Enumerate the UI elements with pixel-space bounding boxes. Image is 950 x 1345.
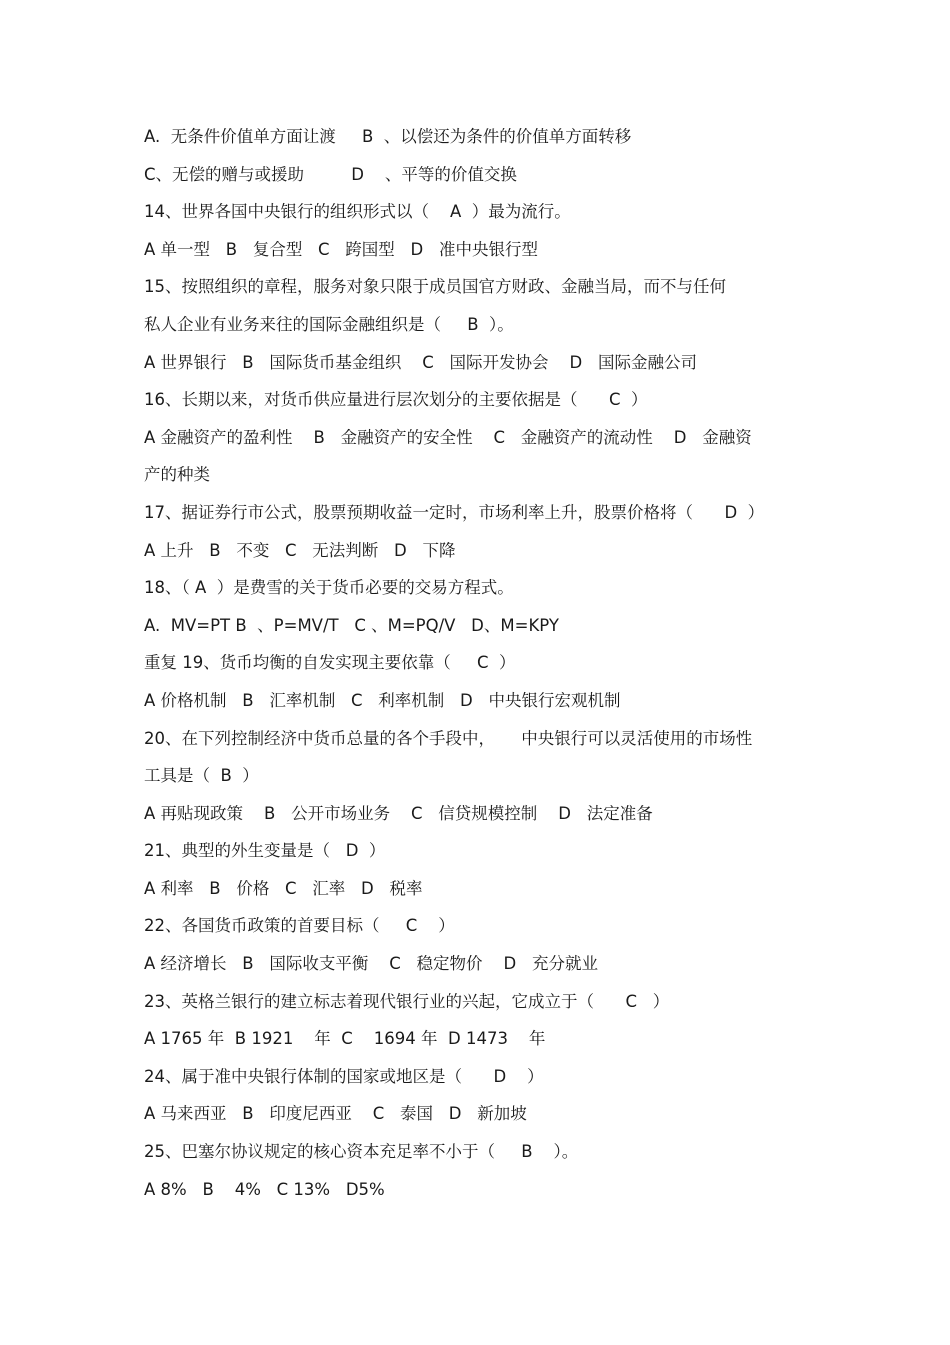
options-line: A 再贴现政策 B 公开市场业务 C 信贷规模控制 D 法定准备 bbox=[144, 803, 653, 823]
question-line: 16、长期以来，对货币供应量进行层次划分的主要依据是（ C ） bbox=[144, 390, 648, 410]
question-line: 20、在下列控制经济中货币总量的各个手段中， 中央银行可以灵活使用的市场性 bbox=[144, 728, 753, 748]
question-line: 工具是（ B ） bbox=[144, 766, 259, 786]
question-line: 15、按照组织的章程，服务对象只限于成员国官方财政、金融当局，而不与任何 bbox=[144, 277, 726, 297]
question-line: 22、各国货币政策的首要目标（ C ） bbox=[144, 916, 455, 936]
question-line: 重复 19、货币均衡的自发实现主要依靠（ C ） bbox=[144, 653, 516, 673]
options-line: A 金融资产的盈利性 B 金融资产的安全性 C 金融资产的流动性 D 金融资 bbox=[144, 427, 752, 447]
text-body bbox=[144, 118, 824, 1208]
text-line: A. 无条件价值单方面让渡 B 、以偿还为条件的价值单方面转移 bbox=[144, 127, 632, 146]
options-line: A 经济增长 B 国际收支平衡 C 稳定物价 D 充分就业 bbox=[144, 954, 598, 974]
text-line: C、无偿的赠与或援助 D 、平等的价值交换 bbox=[144, 164, 517, 184]
options-line: A 马来西亚 B 印度尼西亚 C 泰国 D 新加坡 bbox=[144, 1104, 527, 1124]
question-line: 25、巴塞尔协议规定的核心资本充足率不小于（ B ）。 bbox=[144, 1142, 579, 1162]
options-line: A 价格机制 B 汇率机制 C 利率机制 D 中央银行宏观机制 bbox=[144, 690, 621, 710]
question-line: 23、英格兰银行的建立标志着现代银行业的兴起，它成立于（ C ） bbox=[144, 991, 670, 1011]
options-line: A 8% B 4% C 13% D5% bbox=[144, 1179, 385, 1199]
question-line: 18、（ A ）是费雪的关于货币必要的交易方程式。 bbox=[144, 578, 514, 598]
options-line: A 1765 年 B 1921 年 C 1694 年 D 1473 年 bbox=[144, 1029, 546, 1049]
question-line: 14、世界各国中央银行的组织形式以（ A ）最为流行。 bbox=[144, 202, 571, 222]
options-line: A 利率 B 价格 C 汇率 D 税率 bbox=[144, 878, 423, 898]
question-line: 24、属于准中央银行体制的国家或地区是（ D ） bbox=[144, 1066, 544, 1086]
question-line: 17、据证券行市公式，股票预期收益一定时，市场利率上升，股票价格将（ D ） bbox=[144, 502, 765, 522]
options-line: A. MV=PT B 、P=MV/T C 、M=PQ/V D、M=KPY bbox=[144, 615, 559, 635]
options-line: A 上升 B 不变 C 无法判断 D 下降 bbox=[144, 540, 456, 560]
question-line: 21、典型的外生变量是（ D ） bbox=[144, 841, 386, 861]
options-line: A 单一型 B 复合型 C 跨国型 D 准中央银行型 bbox=[144, 239, 538, 259]
question-line: 私人企业有业务来往的国际金融组织是（ B ）。 bbox=[144, 314, 514, 334]
options-line: 产的种类 bbox=[144, 465, 210, 485]
options-line: A 世界银行 B 国际货币基金组织 C 国际开发协会 D 国际金融公司 bbox=[144, 352, 697, 372]
